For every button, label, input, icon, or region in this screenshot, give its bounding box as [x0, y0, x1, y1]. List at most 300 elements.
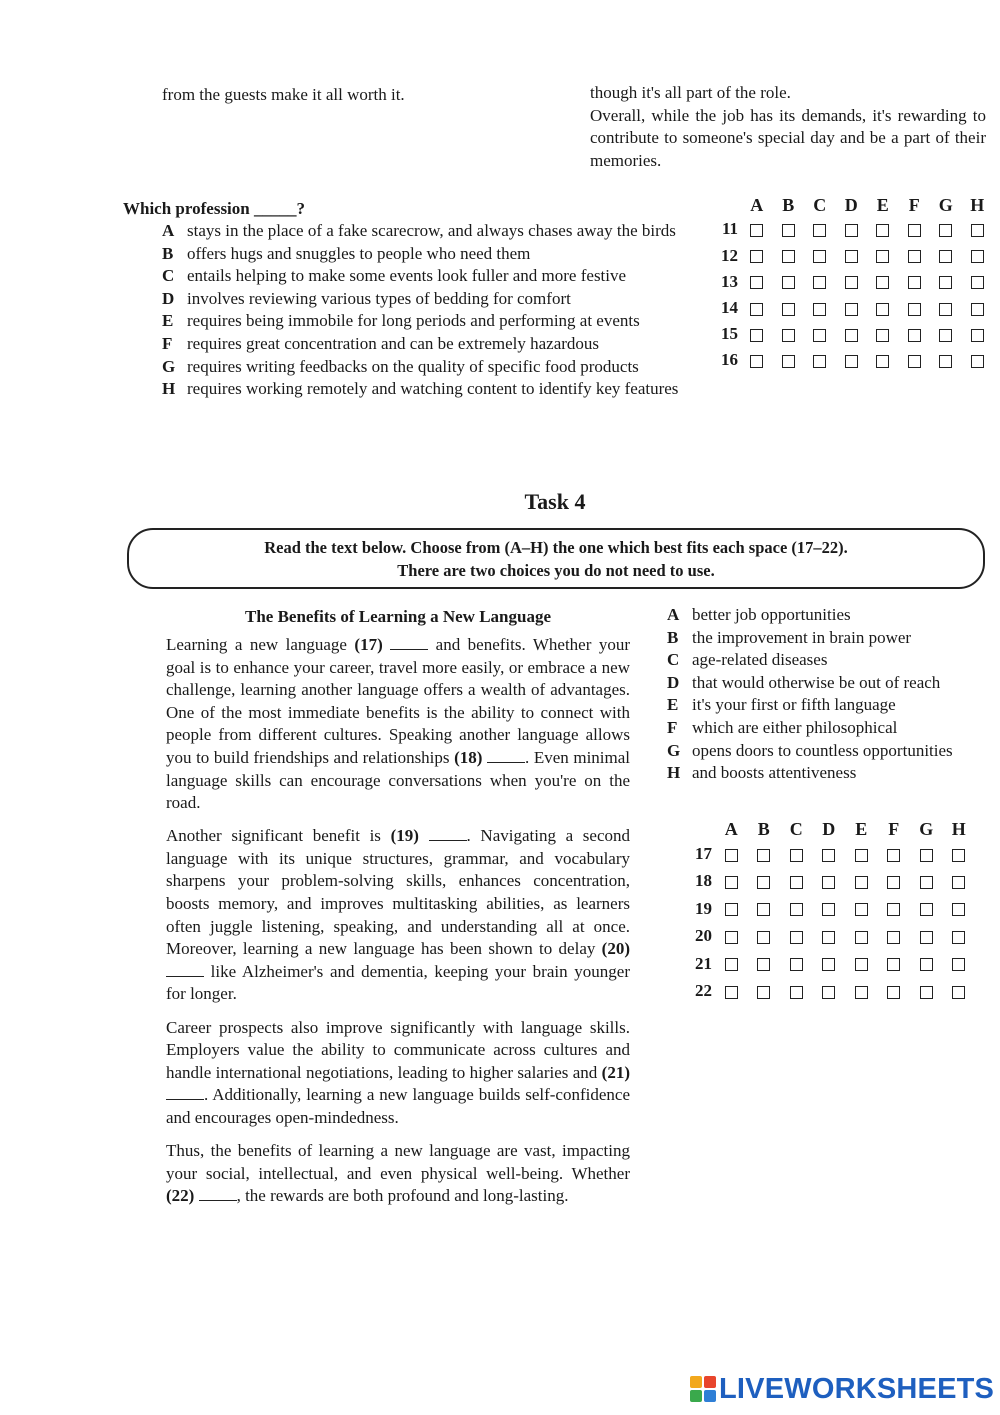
gap-number: (22)	[166, 1186, 195, 1206]
answer-checkbox[interactable]	[971, 355, 984, 368]
answer-checkbox[interactable]	[876, 329, 889, 342]
option-letter: F	[667, 717, 678, 737]
paragraph-text: . Even minimal language skills can encourage conversations when you're on the road.	[166, 747, 631, 813]
answer-checkbox[interactable]	[887, 986, 900, 999]
grid-cell	[836, 295, 868, 321]
liveworksheets-icon	[690, 1376, 716, 1402]
answer-checkbox[interactable]	[876, 276, 889, 289]
answer-checkbox[interactable]	[725, 931, 738, 944]
grid-cell	[899, 217, 931, 243]
prev-text-left-line: from the guests make it all worth it.	[162, 85, 405, 104]
option-text: requires working remotely and watching content to identify key features	[187, 379, 679, 399]
grid-cell	[962, 243, 994, 269]
liveworksheets-text: LIVEWORKSHEETS	[719, 1372, 995, 1405]
option-text: age-related diseases	[692, 650, 828, 670]
grid-row	[716, 295, 993, 321]
grid-row	[716, 321, 993, 347]
answer-checkbox[interactable]	[782, 303, 795, 316]
grid-cell	[845, 868, 878, 895]
grid-row	[716, 348, 993, 374]
language-options	[667, 604, 989, 785]
option-text: it's your first or fifth language	[692, 695, 896, 715]
option-letter: F	[162, 333, 173, 353]
grid-cell	[836, 243, 868, 269]
answer-checkbox[interactable]	[952, 958, 965, 971]
prev-text-left	[162, 84, 522, 107]
option-letter: H	[162, 379, 176, 399]
option-text: offers hugs and snuggles to people who need them	[187, 243, 531, 263]
answer-checkbox[interactable]	[887, 958, 900, 971]
grid-row	[688, 950, 975, 977]
grid-cell	[813, 923, 846, 950]
answer-checkbox[interactable]	[782, 355, 795, 368]
answer-checkbox[interactable]	[952, 849, 965, 862]
grid-cell	[899, 348, 931, 374]
gap-number: (19)	[390, 826, 419, 846]
answer-checkbox[interactable]	[845, 303, 858, 316]
answer-checkbox[interactable]	[876, 355, 889, 368]
answer-checkbox[interactable]	[845, 250, 858, 263]
profession-question	[123, 198, 305, 221]
answer-checkbox[interactable]	[845, 329, 858, 342]
grid-cell	[836, 217, 868, 243]
grid-cell	[899, 321, 931, 347]
grid-cell	[867, 295, 899, 321]
grid-cell	[962, 321, 994, 347]
answer-checkbox[interactable]	[920, 903, 933, 916]
grid-cell	[813, 868, 846, 895]
grid-header-row	[688, 818, 975, 841]
logo-square	[704, 1376, 716, 1388]
grid-cell	[813, 950, 846, 977]
grid-cell	[773, 269, 805, 295]
grid-row-number: 20	[695, 926, 712, 946]
grid-cell	[804, 295, 836, 321]
instruction-line-1: Read the text below. Choose from (A–H) the one which best fits each space (17–22).	[264, 538, 848, 557]
gap-blank[interactable]	[390, 635, 428, 650]
answer-checkbox[interactable]	[822, 958, 835, 971]
grid-cell	[741, 269, 773, 295]
grid-cell	[813, 978, 846, 1005]
answer-checkbox[interactable]	[725, 986, 738, 999]
option-text: opens doors to countless opportunities	[692, 740, 953, 760]
paragraph-text: Thus, the benefits of learning a new language are vast, impacting your social, intellectual, and even physical well-being. Whether	[166, 1140, 630, 1183]
grid-cell	[773, 217, 805, 243]
liveworksheets-logo	[690, 1372, 995, 1405]
answer-checkbox[interactable]	[952, 931, 965, 944]
grid-cell	[878, 923, 911, 950]
grid-cell	[910, 895, 943, 922]
grid-cell	[780, 868, 813, 895]
answer-checkbox[interactable]	[952, 876, 965, 889]
grid-cell	[845, 895, 878, 922]
grid-column-letter: G	[919, 819, 934, 839]
answer-checkbox[interactable]	[855, 903, 868, 916]
answer-checkbox[interactable]	[939, 250, 952, 263]
grid-cell	[867, 243, 899, 269]
article-paragraph	[166, 1140, 630, 1208]
grid-cell	[715, 868, 748, 895]
option-text: which are either philosophical	[692, 717, 898, 737]
answer-grid-17-22	[688, 818, 975, 1005]
answer-checkbox[interactable]	[813, 329, 826, 342]
answer-checkbox[interactable]	[790, 986, 803, 999]
gap-blank[interactable]	[487, 748, 525, 763]
answer-checkbox[interactable]	[920, 849, 933, 862]
answer-checkbox[interactable]	[822, 931, 835, 944]
answer-checkbox[interactable]	[952, 903, 965, 916]
grid-column-letter: H	[970, 195, 985, 215]
grid-cell	[715, 978, 748, 1005]
grid-cell	[845, 841, 878, 868]
paragraph-text: Career prospects also improve significantly with language skills. Employers value the ability to communicate across cultures and handle international negotiations, leading to higher salaries and	[166, 1017, 630, 1082]
paragraph-text: and benefits. Whether your goal is to enhance your career, travel more easily, or embrace a new challenge, learning another language offers a wealth of advantages. One of the most immediate benefits is the ability to connect with people from different cultures. Speaking another language allows you to build friendships and relationships	[166, 635, 631, 767]
grid-row	[716, 269, 993, 295]
instruction-line-2: There are two choices you do not need to use.	[397, 561, 715, 580]
answer-checkbox[interactable]	[725, 903, 738, 916]
answer-checkbox[interactable]	[939, 276, 952, 289]
grid-cell	[867, 321, 899, 347]
grid-cell	[741, 348, 773, 374]
task-title: Task 4	[524, 489, 586, 514]
grid-row-number: 17	[695, 843, 712, 863]
answer-checkbox[interactable]	[939, 224, 952, 237]
grid-cell	[813, 895, 846, 922]
gap-number: (20)	[601, 939, 630, 959]
grid-cell	[930, 243, 962, 269]
option-item	[667, 740, 989, 763]
grid-cell	[878, 895, 911, 922]
answer-checkbox[interactable]	[855, 876, 868, 889]
grid-row-number: 21	[695, 953, 712, 973]
grid-cell	[804, 217, 836, 243]
answer-checkbox[interactable]	[855, 986, 868, 999]
option-letter: G	[162, 356, 176, 376]
paragraph-text: Another significant benefit is	[166, 826, 391, 846]
article-title: The Benefits of Learning a New Language	[245, 607, 551, 626]
option-letter: H	[667, 763, 681, 783]
grid-cell	[899, 295, 931, 321]
answer-checkbox[interactable]	[876, 250, 889, 263]
answer-checkbox[interactable]	[887, 849, 900, 862]
option-text: and boosts attentiveness	[692, 763, 857, 783]
answer-checkbox[interactable]	[813, 224, 826, 237]
grid-cell	[878, 950, 911, 977]
option-text: that would otherwise be out of reach	[692, 672, 941, 692]
grid-cell	[741, 321, 773, 347]
grid-cell	[804, 243, 836, 269]
grid-cell	[715, 950, 748, 977]
answer-checkbox[interactable]	[845, 224, 858, 237]
gap-blank[interactable]	[166, 962, 204, 977]
option-text: the improvement in brain power	[692, 627, 912, 647]
option-item	[667, 762, 989, 785]
answer-checkbox[interactable]	[887, 903, 900, 916]
paragraph-text: . Navigating a second language with its unique structures, grammar, and vocabulary sharpens your problem-solving skills, enhances concentration, boosts memory, and improves multitasking abilities, as learners often juggle listening, speaking, and understanding all at once. Moreover, learning a new language has been shown to delay	[166, 826, 630, 959]
option-letter: B	[667, 627, 679, 647]
grid-row	[716, 243, 993, 269]
profession-question-blank: _____?	[254, 199, 305, 218]
answer-checkbox[interactable]	[908, 329, 921, 342]
grid-cell	[962, 348, 994, 374]
answer-checkbox[interactable]	[750, 250, 763, 263]
grid-cell	[943, 841, 976, 868]
answer-checkbox[interactable]	[757, 931, 770, 944]
grid-row-number: 14	[721, 297, 738, 317]
answer-checkbox[interactable]	[750, 303, 763, 316]
answer-checkbox[interactable]	[782, 329, 795, 342]
grid-row-number: 15	[721, 324, 738, 344]
gap-number: (18)	[454, 747, 483, 767]
answer-checkbox[interactable]	[855, 958, 868, 971]
prev-text-right-line: though it's all part of the role.	[590, 83, 791, 102]
grid-cell	[962, 217, 994, 243]
answer-checkbox[interactable]	[845, 276, 858, 289]
grid-column-letter: E	[855, 819, 868, 839]
grid-column-letter: G	[938, 195, 953, 215]
option-letter: C	[667, 650, 680, 670]
grid-column-letter: H	[951, 819, 966, 839]
grid-cell	[748, 950, 781, 977]
grid-cell	[899, 243, 931, 269]
answer-checkbox[interactable]	[750, 276, 763, 289]
grid-cell	[748, 978, 781, 1005]
grid-cell	[930, 348, 962, 374]
grid-cell	[741, 243, 773, 269]
answer-checkbox[interactable]	[822, 876, 835, 889]
option-item	[667, 604, 989, 627]
option-letter: G	[667, 740, 681, 760]
answer-checkbox[interactable]	[757, 903, 770, 916]
gap-blank[interactable]	[166, 1085, 204, 1100]
answer-checkbox[interactable]	[757, 986, 770, 999]
grid-cell	[878, 841, 911, 868]
grid-cell	[910, 923, 943, 950]
paragraph-text: Learning a new language	[166, 635, 355, 654]
answer-checkbox[interactable]	[855, 849, 868, 862]
prev-text-right-para: Overall, while the job has its demands, it's rewarding to contribute to someone's special day and be a part of their memories.	[590, 105, 986, 170]
grid-row	[688, 841, 975, 868]
answer-checkbox[interactable]	[971, 303, 984, 316]
grid-cell	[748, 841, 781, 868]
answer-checkbox[interactable]	[952, 986, 965, 999]
answer-checkbox[interactable]	[782, 250, 795, 263]
grid-column-letter: C	[789, 819, 803, 839]
option-item	[162, 243, 704, 266]
prev-text-right	[590, 82, 986, 172]
grid-cell	[804, 321, 836, 347]
grid-cell	[773, 321, 805, 347]
answer-checkbox[interactable]	[822, 849, 835, 862]
answer-checkbox[interactable]	[855, 931, 868, 944]
answer-checkbox[interactable]	[822, 903, 835, 916]
answer-checkbox[interactable]	[920, 958, 933, 971]
instruction-box	[127, 528, 985, 589]
answer-checkbox[interactable]	[887, 876, 900, 889]
option-item	[162, 220, 704, 243]
answer-checkbox[interactable]	[822, 986, 835, 999]
answer-checkbox[interactable]	[790, 931, 803, 944]
grid-row-number: 11	[721, 219, 738, 239]
answer-checkbox[interactable]	[887, 931, 900, 944]
option-letter: A	[162, 221, 175, 240]
gap-number: (21)	[601, 1062, 630, 1082]
gap-blank[interactable]	[199, 1186, 237, 1201]
answer-checkbox[interactable]	[908, 276, 921, 289]
grid-column-letter: B	[757, 819, 770, 839]
answer-checkbox[interactable]	[813, 355, 826, 368]
grid-cell	[910, 841, 943, 868]
answer-checkbox[interactable]	[908, 303, 921, 316]
grid-cell	[930, 217, 962, 243]
answer-checkbox[interactable]	[750, 224, 763, 237]
gap-blank[interactable]	[429, 826, 467, 841]
answer-checkbox[interactable]	[790, 958, 803, 971]
answer-checkbox[interactable]	[750, 329, 763, 342]
option-item	[667, 627, 989, 650]
option-letter: D	[162, 288, 175, 308]
paragraph-text: like Alzheimer's and dementia, keeping your brain younger for longer.	[166, 961, 630, 1004]
grid-column-letter: A	[750, 195, 764, 215]
grid-cell	[780, 923, 813, 950]
grid-cell	[930, 321, 962, 347]
option-item	[162, 333, 704, 356]
profession-question-text: Which profession	[123, 199, 250, 218]
answer-checkbox[interactable]	[813, 303, 826, 316]
answer-checkbox[interactable]	[939, 355, 952, 368]
option-text: stays in the place of a fake scarecrow, and always chases away the birds	[187, 221, 676, 240]
grid-cell	[773, 295, 805, 321]
grid-column-letter: F	[908, 195, 920, 215]
answer-checkbox[interactable]	[790, 849, 803, 862]
grid-cell	[930, 269, 962, 295]
grid-cell	[845, 923, 878, 950]
grid-cell	[943, 868, 976, 895]
answer-checkbox[interactable]	[757, 958, 770, 971]
answer-checkbox[interactable]	[876, 224, 889, 237]
grid-row	[688, 923, 975, 950]
grid-row-number: 12	[721, 245, 738, 265]
answer-checkbox[interactable]	[971, 224, 984, 237]
grid-column-letter: D	[844, 195, 858, 215]
grid-row-number: 18	[695, 871, 712, 891]
grid-cell	[878, 868, 911, 895]
grid-cell	[943, 950, 976, 977]
grid-cell	[836, 348, 868, 374]
grid-cell	[780, 950, 813, 977]
grid-cell	[773, 243, 805, 269]
option-letter: D	[667, 672, 680, 692]
article-body	[166, 634, 630, 1218]
logo-square	[690, 1376, 702, 1388]
option-text: entails helping to make some events look fuller and more festive	[187, 266, 627, 286]
grid-row-number: 13	[721, 271, 738, 291]
answer-checkbox[interactable]	[908, 224, 921, 237]
grid-header-row	[716, 194, 993, 217]
option-text: better job opportunities	[692, 605, 851, 624]
answer-checkbox[interactable]	[813, 276, 826, 289]
option-item	[667, 717, 989, 740]
answer-checkbox[interactable]	[813, 250, 826, 263]
answer-checkbox[interactable]	[725, 876, 738, 889]
grid-cell	[943, 978, 976, 1005]
answer-checkbox[interactable]	[790, 876, 803, 889]
grid-column-letter: E	[876, 195, 889, 215]
grid-cell	[780, 978, 813, 1005]
grid-cell	[943, 923, 976, 950]
option-item	[667, 649, 989, 672]
answer-checkbox[interactable]	[939, 303, 952, 316]
grid-cell	[773, 348, 805, 374]
article-paragraph	[166, 1017, 630, 1130]
answer-checkbox[interactable]	[750, 355, 763, 368]
answer-checkbox[interactable]	[845, 355, 858, 368]
answer-checkbox[interactable]	[920, 876, 933, 889]
grid-cell	[836, 269, 868, 295]
option-letter: B	[162, 243, 174, 263]
grid-column-letter: A	[724, 819, 738, 839]
answer-checkbox[interactable]	[782, 276, 795, 289]
option-item	[667, 694, 989, 717]
grid-row-number: 16	[721, 350, 738, 370]
option-letter: A	[667, 605, 680, 624]
grid-cell	[780, 841, 813, 868]
grid-cell	[804, 269, 836, 295]
grid-column-letter: B	[782, 195, 795, 215]
grid-row-number: 19	[695, 898, 712, 918]
grid-cell	[836, 321, 868, 347]
grid-row	[716, 217, 993, 243]
answer-checkbox[interactable]	[971, 250, 984, 263]
answer-grid-11-16	[716, 194, 993, 374]
option-text: requires great concentration and can be extremely hazardous	[187, 333, 600, 353]
answer-checkbox[interactable]	[908, 250, 921, 263]
grid-cell	[943, 895, 976, 922]
grid-cell	[845, 978, 878, 1005]
answer-checkbox[interactable]	[876, 303, 889, 316]
grid-row	[688, 868, 975, 895]
answer-checkbox[interactable]	[971, 276, 984, 289]
article-paragraph	[166, 825, 630, 1006]
logo-square	[704, 1390, 716, 1402]
answer-checkbox[interactable]	[725, 958, 738, 971]
grid-cell	[715, 923, 748, 950]
grid-cell	[930, 295, 962, 321]
answer-checkbox[interactable]	[920, 986, 933, 999]
answer-checkbox[interactable]	[971, 329, 984, 342]
option-item	[162, 310, 704, 333]
option-text: requires being immobile for long periods and performing at events	[187, 311, 640, 331]
grid-corner	[688, 818, 715, 841]
answer-checkbox[interactable]	[782, 224, 795, 237]
grid-cell	[780, 895, 813, 922]
grid-cell	[741, 295, 773, 321]
grid-row-number: 22	[695, 980, 712, 1000]
grid-cell	[748, 895, 781, 922]
answer-checkbox[interactable]	[757, 849, 770, 862]
answer-checkbox[interactable]	[757, 876, 770, 889]
grid-cell	[813, 841, 846, 868]
answer-checkbox[interactable]	[725, 849, 738, 862]
grid-cell	[910, 868, 943, 895]
logo-square	[690, 1390, 702, 1402]
option-item	[667, 672, 989, 695]
answer-checkbox[interactable]	[920, 931, 933, 944]
answer-checkbox[interactable]	[790, 903, 803, 916]
gap-number: (17)	[354, 635, 383, 654]
answer-checkbox[interactable]	[908, 355, 921, 368]
answer-checkbox[interactable]	[939, 329, 952, 342]
